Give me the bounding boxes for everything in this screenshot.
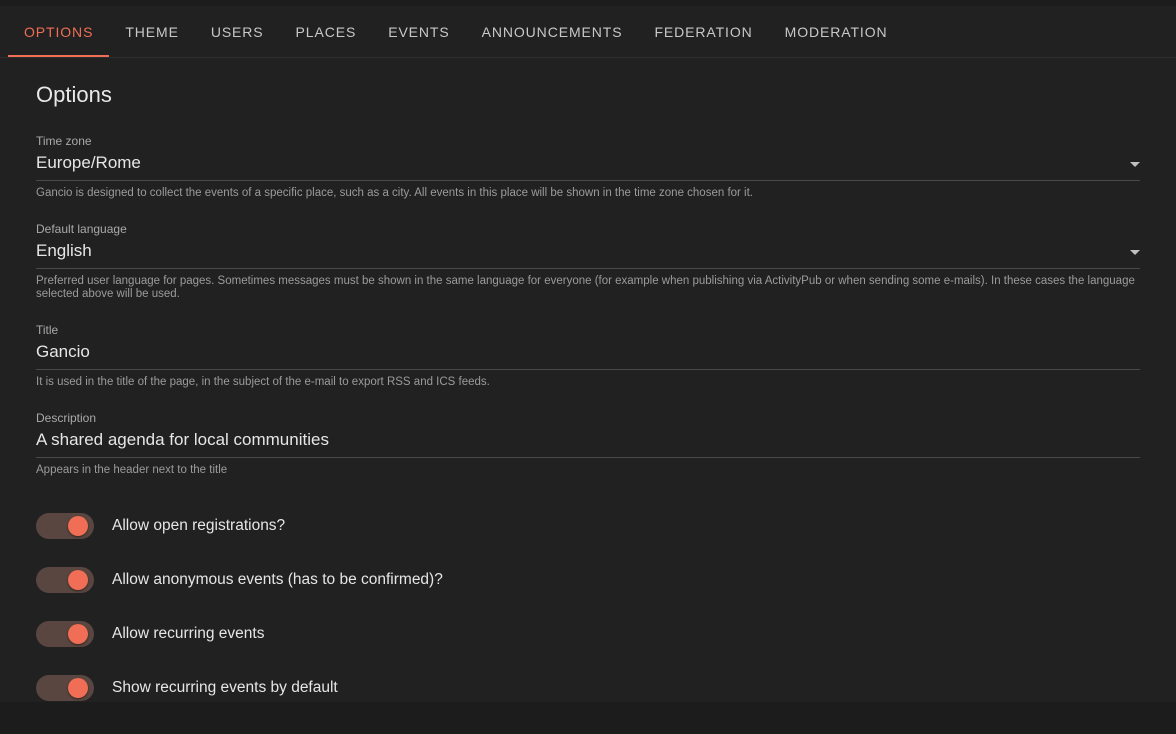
toggle-label: Show recurring events by default xyxy=(112,679,338,696)
tab-label: THEME xyxy=(125,23,179,40)
field-label: Time zone xyxy=(36,134,92,148)
tab-label: MODERATION xyxy=(784,23,888,40)
field-label: Description xyxy=(36,411,97,425)
field-description xyxy=(36,411,1140,458)
tab-announcements[interactable] xyxy=(466,6,639,57)
tab-label: PLACES xyxy=(295,23,357,40)
tab-label: EVENTS xyxy=(388,23,450,40)
field-value: Europe/Rome xyxy=(36,153,141,172)
toggle-label: Allow recurring events xyxy=(112,625,265,642)
language-select[interactable] xyxy=(36,241,1140,269)
page-title: Options xyxy=(36,82,112,107)
toggle-row-recurring-events xyxy=(36,607,1140,661)
timezone-select[interactable] xyxy=(36,153,1140,181)
toggle-anonymous-events[interactable] xyxy=(36,567,94,593)
toggle-open-registrations[interactable] xyxy=(36,513,94,539)
tab-federation[interactable] xyxy=(638,6,768,57)
footer-bar xyxy=(0,702,1176,718)
tab-label: ANNOUNCEMENTS xyxy=(481,23,623,40)
tab-places[interactable] xyxy=(280,6,373,57)
options-panel xyxy=(0,58,1176,718)
field-timezone xyxy=(36,134,1140,181)
field-label: Title xyxy=(36,323,59,337)
tab-options[interactable] xyxy=(8,6,109,57)
admin-tabbar xyxy=(0,6,1176,58)
field-title xyxy=(36,323,1140,370)
field-hint: Appears in the header next to the title xyxy=(36,464,228,476)
field-hint: Preferred user language for pages. Sometimes messages must be shown in the same language for everyone (for example when publishing via ActivityPub or when sending some e-mails). In these cases the language selected above will be used. xyxy=(36,275,1135,300)
description-input[interactable]: A shared agenda for local communities xyxy=(36,430,329,449)
toggle-knob xyxy=(68,624,88,644)
toggle-label: Allow anonymous events (has to be confirmed)? xyxy=(112,571,443,588)
tab-theme[interactable] xyxy=(109,6,195,57)
field-label: Default language xyxy=(36,222,127,236)
toggle-knob xyxy=(68,678,88,698)
tab-moderation[interactable] xyxy=(769,6,904,57)
field-hint: Gancio is designed to collect the events of a specific place, such as a city. All events in this place will be shown in the time zone chosen for it. xyxy=(36,187,753,199)
chevron-down-icon[interactable] xyxy=(1130,162,1140,167)
toggle-recurring-events[interactable] xyxy=(36,621,94,647)
tab-events[interactable] xyxy=(372,6,465,57)
title-input-wrapper[interactable] xyxy=(36,342,1140,370)
toggle-knob xyxy=(68,516,88,536)
toggle-label: Allow open registrations? xyxy=(112,517,286,534)
toggle-row-anonymous-events xyxy=(36,553,1140,607)
field-value: English xyxy=(36,241,92,260)
tab-label: USERS xyxy=(210,23,264,40)
tab-label: OPTIONS xyxy=(24,23,94,40)
field-default-language xyxy=(36,222,1140,269)
description-input-wrapper[interactable] xyxy=(36,430,1140,458)
toggle-show-recurring-default[interactable] xyxy=(36,675,94,701)
admin-panel xyxy=(0,6,1176,718)
chevron-down-icon[interactable] xyxy=(1130,250,1140,255)
title-input[interactable]: Gancio xyxy=(36,342,90,361)
field-hint: It is used in the title of the page, in the subject of the e-mail to export RSS and ICS feeds. xyxy=(36,376,490,388)
tab-users[interactable] xyxy=(195,6,280,57)
tab-label: FEDERATION xyxy=(654,23,753,40)
toggle-knob xyxy=(68,570,88,590)
toggle-row-open-registrations xyxy=(36,499,1140,553)
